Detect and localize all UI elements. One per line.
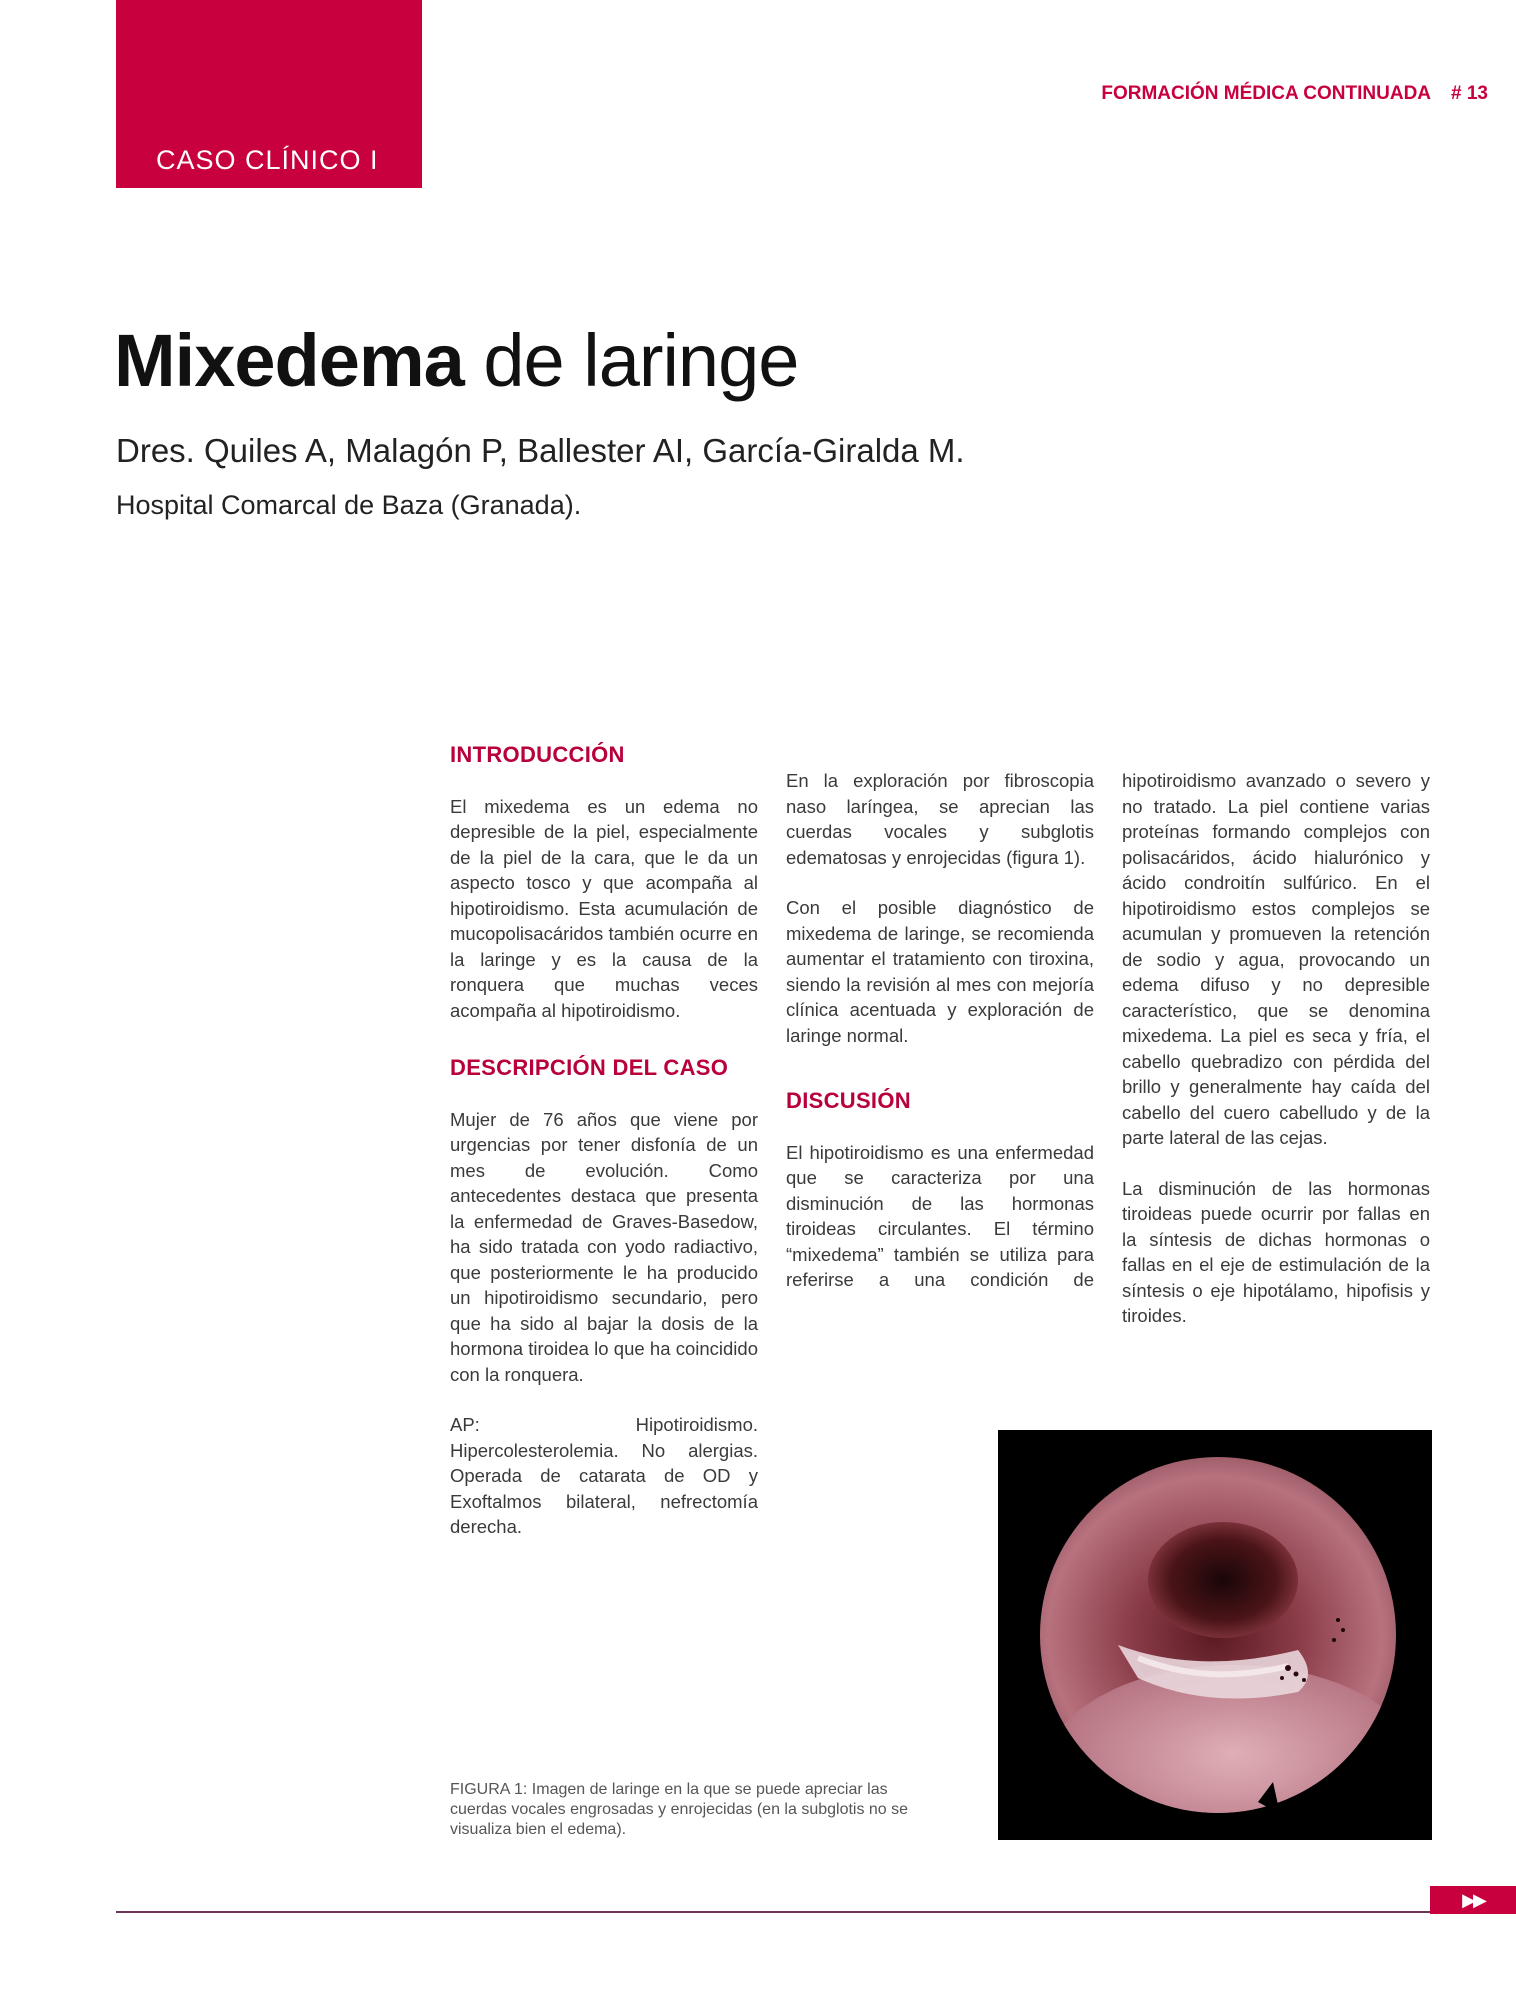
discussion-paragraph-1-continued: hipotiroidismo avanzado o severo y no tratado. La piel contiene varias proteínas formando complejos con polisacáridos, ácido hialurónico y ácido condroitín sulfúrico. En el hipotiroidismo estos complejos se acumulan y promueven la retención de sodio y agua, provocando un edema difuso y no depresible característico, que se denomina mixedema. La piel es seca y fría, el cabello quebradizo con pérdida del brillo y generalmente hay caída del cabello del cuero cabelludo y de la parte lateral de las cejas. (1122, 770, 1430, 1148)
discussion-paragraph-2: La disminución de las hormonas tiroideas puede ocurrir por fallas en la síntesis de dichas hormonas o fallas en el eje de estimulación de la síntesis o eje hipotálamo, hipofisis y tiroides. (1122, 1177, 1430, 1326)
running-header (1101, 83, 1488, 105)
page-number: # 13 (1451, 83, 1488, 104)
section-tab (116, 0, 422, 188)
figure-caption: FIGURA 1: Imagen de laringe en la que se puede apreciar las cuerdas vocales engrosadas y enrojecidas (en la subglotis no se visualiza bien el edema). (450, 1781, 909, 1838)
journal-section: FORMACIÓN MÉDICA CONTINUADA (1101, 83, 1432, 104)
intro-paragraph: El mixedema es un edema no depresible de la piel, especialmente de la piel de la cara, que le da un aspecto tosco y que acompaña al hipotiroidismo. Esta acumulación de mucopolisacáridos también ocurre en la laringe y es la causa de la ronquera que muchas veces acompaña al hipotiroidismo. (450, 795, 758, 1021)
article-affiliation: Hospital Comarcal de Baza (Granada). (116, 490, 582, 520)
next-page-arrow-icon[interactable]: ▶▶ (1430, 1886, 1516, 1914)
column-3 (1122, 768, 1430, 1354)
intro-heading: INTRODUCCIÓN (450, 742, 625, 767)
footer-rule (116, 1911, 1516, 1913)
diagnosis-paragraph: Con el posible diagnóstico de mixedema de laringe, se recomienda aumentar el tratamiento con tiroxina, siendo la revisión al mes con mejoría clínica acentuada y exploración de laringe normal. (786, 897, 1094, 1046)
article-title (114, 318, 798, 403)
discussion-heading: DISCUSIÓN (786, 1088, 911, 1113)
article-title-rest: de laringe (463, 319, 799, 402)
article-authors: Dres. Quiles A, Malagón P, Ballester AI, García-Giralda M. (116, 432, 965, 469)
column-1 (450, 742, 758, 1565)
ap-paragraph: AP: Hipotiroidismo. Hipercolesterolemia. No alergias. Operada de catarata de OD y Exoftalmos bilateral, nefrectomía derecha. (450, 1414, 758, 1537)
article-title-bold: Mixedema (114, 319, 464, 402)
discussion-paragraph-1: El hipotiroidismo es una enfermedad que se caracteriza por una disminución de las hormonas tiroideas circulantes. El término “mixedema” también se utiliza para referirse a una condición de (786, 1141, 1094, 1290)
section-tab-label: CASO CLÍNICO I (156, 145, 379, 175)
case-paragraph: Mujer de 76 años que viene por urgencias por tener disfonía de un mes de evolución. Como antecedentes destaca que presenta la enfermedad de Graves-Basedow, ha sido tratada con yodo radiactivo, que posteriormente le ha producido un hipotiroidismo secundario, pero que ha sido al bajar la dosis de la hormona tiroidea lo que ha coincidido con la ronquera. (450, 1108, 758, 1385)
exploration-paragraph: En la exploración por fibroscopia naso laríngea, se aprecian las cuerdas vocales y subglotis edematosas y enrojecidas (figura 1). (786, 770, 1094, 868)
column-2 (786, 768, 1094, 1341)
laryngoscopy-image (998, 1430, 1432, 1840)
case-heading: DESCRIPCIÓN DEL CASO (450, 1055, 729, 1080)
